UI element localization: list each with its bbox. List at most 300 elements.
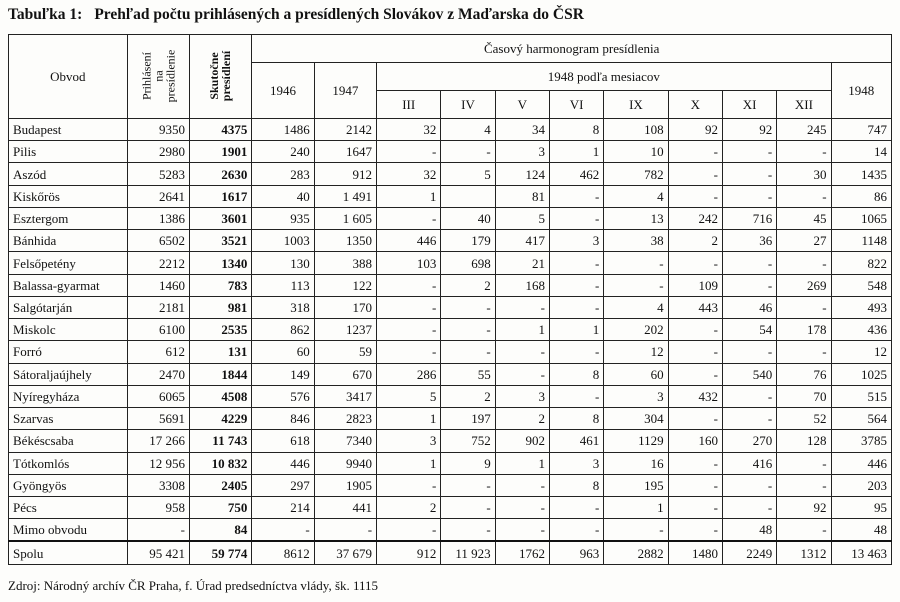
table-cell: 2 — [668, 230, 722, 252]
table-cell: 214 — [252, 496, 314, 518]
table-cell: 2212 — [127, 252, 189, 274]
table-cell: 8 — [549, 474, 603, 496]
table-cell: 1 — [495, 452, 549, 474]
table-cell: 12 — [604, 341, 668, 363]
table-cell: - — [722, 496, 776, 518]
table-cell: 170 — [314, 296, 376, 318]
table-cell: 1129 — [604, 430, 668, 452]
table-row — [9, 363, 892, 385]
table-row — [9, 319, 892, 341]
district-name: Esztergom — [9, 207, 128, 229]
table-cell: 1 605 — [314, 207, 376, 229]
table-cell: 446 — [377, 230, 441, 252]
table-cell: 446 — [831, 452, 891, 474]
table-cell: 436 — [831, 319, 891, 341]
table-cell: 109 — [668, 274, 722, 296]
district-name: Békéscsaba — [9, 430, 128, 452]
header-month: X — [668, 91, 722, 119]
table-cell: - — [377, 341, 441, 363]
table-cell — [441, 185, 495, 207]
table-cell: 4 — [604, 185, 668, 207]
table-cell: 5 — [495, 207, 549, 229]
table-cell: 149 — [252, 363, 314, 385]
district-name: Sátoraljaújhely — [9, 363, 128, 385]
table-cell: - — [668, 519, 722, 542]
table-cell: 245 — [777, 119, 831, 141]
table-cell: 14 — [831, 141, 891, 163]
table-cell: - — [668, 408, 722, 430]
table-cell: 34 — [495, 119, 549, 141]
table-cell: 2 — [377, 496, 441, 518]
table-cell: 40 — [252, 185, 314, 207]
table-body — [9, 119, 892, 565]
table-cell: 3 — [604, 385, 668, 407]
header-resettled — [190, 35, 252, 119]
table-cell: 2249 — [722, 541, 776, 564]
district-name: Nyíregyháza — [9, 385, 128, 407]
table-row — [9, 163, 892, 185]
table-cell: - — [668, 319, 722, 341]
table-cell: 3 — [495, 141, 549, 163]
table-cell: - — [549, 185, 603, 207]
table-row — [9, 141, 892, 163]
resettled-cell: 783 — [190, 274, 252, 296]
resettled-cell: 981 — [190, 296, 252, 318]
table-cell: 612 — [127, 341, 189, 363]
table-cell: 92 — [722, 119, 776, 141]
district-name: Szarvas — [9, 408, 128, 430]
table-cell: 9350 — [127, 119, 189, 141]
district-name: Kiskőrös — [9, 185, 128, 207]
table-cell: 32 — [377, 119, 441, 141]
table-cell: 1025 — [831, 363, 891, 385]
table-cell: 752 — [441, 430, 495, 452]
table-row — [9, 296, 892, 318]
table-cell: 318 — [252, 296, 314, 318]
table-cell: - — [441, 341, 495, 363]
district-name: Aszód — [9, 163, 128, 185]
resettled-cell: 1617 — [190, 185, 252, 207]
table-cell: 1386 — [127, 207, 189, 229]
table-cell: - — [377, 207, 441, 229]
table-row — [9, 474, 892, 496]
header-resettled-line: presídlení — [219, 50, 234, 101]
header-month: IV — [441, 91, 495, 119]
resettled-cell: 2535 — [190, 319, 252, 341]
table-cell: 6065 — [127, 385, 189, 407]
table-cell: 1486 — [252, 119, 314, 141]
table-cell: 60 — [252, 341, 314, 363]
table-cell: 3 — [549, 452, 603, 474]
table-cell: 95 421 — [127, 541, 189, 564]
header-1947: 1947 — [314, 63, 376, 119]
table-cell: 122 — [314, 274, 376, 296]
table-cell: 388 — [314, 252, 376, 274]
table-cell: - — [722, 408, 776, 430]
table-cell: - — [777, 141, 831, 163]
table-cell: 8 — [549, 119, 603, 141]
table-cell: 168 — [495, 274, 549, 296]
table-cell: - — [495, 296, 549, 318]
table-cell: 3417 — [314, 385, 376, 407]
table-cell: - — [777, 252, 831, 274]
table-cell: 17 266 — [127, 430, 189, 452]
table-cell: 11 923 — [441, 541, 495, 564]
table-cell: 8612 — [252, 541, 314, 564]
table-row — [9, 496, 892, 518]
table-cell: 902 — [495, 430, 549, 452]
resettled-cell: 11 743 — [190, 430, 252, 452]
header-district: Obvod — [9, 35, 128, 119]
table-cell: - — [549, 385, 603, 407]
table-cell: 297 — [252, 474, 314, 496]
table-cell: - — [668, 163, 722, 185]
table-cell: 52 — [777, 408, 831, 430]
table-cell: 1 — [549, 141, 603, 163]
table-cell: - — [604, 274, 668, 296]
table-cell: 2142 — [314, 119, 376, 141]
table-cell: 670 — [314, 363, 376, 385]
table-cell: 548 — [831, 274, 891, 296]
table-cell: 240 — [252, 141, 314, 163]
table-cell: - — [549, 274, 603, 296]
table-cell: - — [495, 496, 549, 518]
table-cell: 1148 — [831, 230, 891, 252]
table-cell: - — [549, 519, 603, 542]
table-cell: 86 — [831, 185, 891, 207]
table-cell: - — [377, 319, 441, 341]
district-name: Tótkomlós — [9, 452, 128, 474]
table-cell: - — [722, 141, 776, 163]
table-row — [9, 274, 892, 296]
district-name: Salgótarján — [9, 296, 128, 318]
table-cell: 576 — [252, 385, 314, 407]
resettlement-table — [8, 34, 892, 565]
table-cell: - — [314, 519, 376, 542]
table-cell: 1065 — [831, 207, 891, 229]
table-cell: 5283 — [127, 163, 189, 185]
table-cell: - — [549, 252, 603, 274]
table-cell: 1905 — [314, 474, 376, 496]
table-cell: - — [252, 519, 314, 542]
resettled-cell: 84 — [190, 519, 252, 542]
table-row — [9, 119, 892, 141]
table-cell: 113 — [252, 274, 314, 296]
district-name: Budapest — [9, 119, 128, 141]
header-resettled-line: Skutočne — [207, 51, 222, 100]
table-cell: 846 — [252, 408, 314, 430]
table-cell: 37 679 — [314, 541, 376, 564]
table-cell: - — [441, 296, 495, 318]
table-cell: 432 — [668, 385, 722, 407]
table-cell: 92 — [777, 496, 831, 518]
resettled-cell: 1844 — [190, 363, 252, 385]
header-month: V — [495, 91, 549, 119]
table-cell: 2823 — [314, 408, 376, 430]
table-cell: 13 463 — [831, 541, 891, 564]
table-cell: 12 956 — [127, 452, 189, 474]
table-cell: 1 — [377, 452, 441, 474]
header-1948: 1948 — [831, 63, 891, 119]
header-months-title: 1948 podľa mesiacov — [377, 63, 832, 91]
total-row — [9, 541, 892, 564]
table-cell: - — [668, 185, 722, 207]
table-cell: - — [549, 207, 603, 229]
table-cell: 2641 — [127, 185, 189, 207]
header-registered-line: na — [151, 69, 166, 82]
table-cell: 76 — [777, 363, 831, 385]
table-cell: 203 — [831, 474, 891, 496]
table-cell: 108 — [604, 119, 668, 141]
table-cell: 1460 — [127, 274, 189, 296]
resettled-cell: 1901 — [190, 141, 252, 163]
table-cell: - — [127, 519, 189, 542]
table-cell: - — [668, 341, 722, 363]
table-cell: 493 — [831, 296, 891, 318]
table-cell: - — [668, 496, 722, 518]
table-row — [9, 430, 892, 452]
table-cell: 9940 — [314, 452, 376, 474]
table-row — [9, 207, 892, 229]
resettled-cell: 10 832 — [190, 452, 252, 474]
table-cell: 269 — [777, 274, 831, 296]
table-cell: - — [722, 252, 776, 274]
table-cell: 958 — [127, 496, 189, 518]
district-name: Miskolc — [9, 319, 128, 341]
source-note: Zdroj: Národný archív ČR Praha, f. Úrad predsedníctva vlády, šk. 1115 — [8, 578, 379, 593]
table-row — [9, 408, 892, 430]
table-cell: 862 — [252, 319, 314, 341]
table-cell: 197 — [441, 408, 495, 430]
table-cell: 1 491 — [314, 185, 376, 207]
table-cell: 178 — [777, 319, 831, 341]
table-cell: - — [668, 363, 722, 385]
table-cell: 242 — [668, 207, 722, 229]
table-cell: - — [495, 363, 549, 385]
table-cell: 40 — [441, 207, 495, 229]
table-cell: 1480 — [668, 541, 722, 564]
table-cell: - — [495, 474, 549, 496]
table-cell: 416 — [722, 452, 776, 474]
table-cell: 21 — [495, 252, 549, 274]
table-cell: 16 — [604, 452, 668, 474]
header-month: XII — [777, 91, 831, 119]
table-cell: - — [777, 474, 831, 496]
resettled-cell: 3601 — [190, 207, 252, 229]
table-cell: 70 — [777, 385, 831, 407]
table-cell: - — [377, 141, 441, 163]
table-cell: 2980 — [127, 141, 189, 163]
table-cell: 124 — [495, 163, 549, 185]
table-cell: - — [722, 474, 776, 496]
table-cell: 6100 — [127, 319, 189, 341]
table-row — [9, 252, 892, 274]
header-month: VI — [549, 91, 603, 119]
table-caption-text: Prehľad počtu prihlásených a presídlených Slovákov z Maďarska do ČSR — [94, 6, 584, 23]
table-cell: 4 — [441, 119, 495, 141]
table-cell: 2 — [495, 408, 549, 430]
table-cell: - — [722, 341, 776, 363]
header-registered-line: presídlenie — [163, 49, 178, 102]
table-cell: - — [377, 474, 441, 496]
table-cell: 10 — [604, 141, 668, 163]
table-cell: 38 — [604, 230, 668, 252]
table-cell: 128 — [777, 430, 831, 452]
table-cell: 935 — [252, 207, 314, 229]
table-cell: 5 — [441, 163, 495, 185]
table-cell: 8 — [549, 363, 603, 385]
header-schedule: Časový harmonogram presídlenia — [252, 35, 892, 63]
table-cell: 283 — [252, 163, 314, 185]
table-cell: 54 — [722, 319, 776, 341]
table-row — [9, 230, 892, 252]
table-cell: - — [441, 141, 495, 163]
resettled-cell: 750 — [190, 496, 252, 518]
table-caption — [8, 6, 584, 24]
table-cell: - — [549, 341, 603, 363]
header-registered — [127, 35, 189, 119]
table-cell: - — [722, 385, 776, 407]
table-cell: 30 — [777, 163, 831, 185]
table-cell: 5691 — [127, 408, 189, 430]
table-cell: 6502 — [127, 230, 189, 252]
table-cell: 1312 — [777, 541, 831, 564]
header-registered-line: Prihlásení — [139, 51, 154, 100]
district-name: Spolu — [9, 541, 128, 564]
table-cell: 747 — [831, 119, 891, 141]
district-name: Pécs — [9, 496, 128, 518]
table-row — [9, 341, 892, 363]
table-cell: 95 — [831, 496, 891, 518]
table-cell: - — [549, 496, 603, 518]
table-cell: 564 — [831, 408, 891, 430]
table-cell: 103 — [377, 252, 441, 274]
table-cell: 3 — [377, 430, 441, 452]
table-cell: 304 — [604, 408, 668, 430]
district-name: Mimo obvodu — [9, 519, 128, 542]
header-month: IX — [604, 91, 668, 119]
table-cell: 441 — [314, 496, 376, 518]
table-cell: 782 — [604, 163, 668, 185]
table-cell: 286 — [377, 363, 441, 385]
table-row — [9, 185, 892, 207]
table-cell: - — [668, 452, 722, 474]
table-cell: 1 — [495, 319, 549, 341]
district-name: Balassa-gyarmat — [9, 274, 128, 296]
district-name: Bánhida — [9, 230, 128, 252]
table-cell: 2882 — [604, 541, 668, 564]
table-cell: 716 — [722, 207, 776, 229]
table-cell: 13 — [604, 207, 668, 229]
table-cell: - — [495, 341, 549, 363]
table-row — [9, 452, 892, 474]
table-cell: - — [668, 252, 722, 274]
resettled-cell: 2630 — [190, 163, 252, 185]
table-cell: 45 — [777, 207, 831, 229]
table-cell: - — [777, 341, 831, 363]
table-cell: 2 — [441, 385, 495, 407]
district-name: Forró — [9, 341, 128, 363]
table-cell: - — [377, 519, 441, 542]
table-cell: - — [377, 274, 441, 296]
table-cell: 2181 — [127, 296, 189, 318]
header-month: III — [377, 91, 441, 119]
resettled-cell: 4508 — [190, 385, 252, 407]
resettled-cell: 59 774 — [190, 541, 252, 564]
table-cell: 1 — [377, 185, 441, 207]
table-cell: 92 — [668, 119, 722, 141]
table-cell: 540 — [722, 363, 776, 385]
table-cell: - — [777, 452, 831, 474]
table-cell: - — [777, 185, 831, 207]
table-cell: - — [377, 296, 441, 318]
table-cell: 3 — [549, 230, 603, 252]
table-cell: 59 — [314, 341, 376, 363]
table-cell: 912 — [314, 163, 376, 185]
resettled-cell: 4229 — [190, 408, 252, 430]
table-cell: 515 — [831, 385, 891, 407]
table-cell: 443 — [668, 296, 722, 318]
table-cell: 1 — [604, 496, 668, 518]
table-cell: 27 — [777, 230, 831, 252]
table-cell: 179 — [441, 230, 495, 252]
header-1946: 1946 — [252, 63, 314, 119]
table-cell: 48 — [722, 519, 776, 542]
table-cell: - — [668, 141, 722, 163]
table-cell: 4 — [604, 296, 668, 318]
table-cell: - — [441, 319, 495, 341]
table-cell: 446 — [252, 452, 314, 474]
table-row — [9, 519, 892, 542]
table-cell: - — [441, 519, 495, 542]
table-cell: - — [722, 163, 776, 185]
table-cell: - — [604, 519, 668, 542]
table-cell: 1762 — [495, 541, 549, 564]
table-cell: 1237 — [314, 319, 376, 341]
table-cell: 3 — [495, 385, 549, 407]
table-cell: - — [549, 296, 603, 318]
table-cell: - — [777, 296, 831, 318]
table-cell: 202 — [604, 319, 668, 341]
table-cell: 48 — [831, 519, 891, 542]
table-cell: 963 — [549, 541, 603, 564]
resettled-cell: 1340 — [190, 252, 252, 274]
table-cell: 2 — [441, 274, 495, 296]
table-cell: - — [441, 474, 495, 496]
table-cell: - — [777, 519, 831, 542]
table-cell: 9 — [441, 452, 495, 474]
table-cell: 32 — [377, 163, 441, 185]
table-cell: 1350 — [314, 230, 376, 252]
resettled-cell: 3521 — [190, 230, 252, 252]
table-cell: 7340 — [314, 430, 376, 452]
table-cell: 8 — [549, 408, 603, 430]
table-row — [9, 385, 892, 407]
table-cell: 60 — [604, 363, 668, 385]
table-cell: 1 — [377, 408, 441, 430]
table-cell: - — [441, 496, 495, 518]
table-cell: 3308 — [127, 474, 189, 496]
table-cell: - — [668, 474, 722, 496]
table-cell: 270 — [722, 430, 776, 452]
table-cell: 160 — [668, 430, 722, 452]
table-cell: 461 — [549, 430, 603, 452]
table-cell: 46 — [722, 296, 776, 318]
resettled-cell: 2405 — [190, 474, 252, 496]
table-cell: 130 — [252, 252, 314, 274]
table-cell: 1003 — [252, 230, 314, 252]
table-cell: 1647 — [314, 141, 376, 163]
